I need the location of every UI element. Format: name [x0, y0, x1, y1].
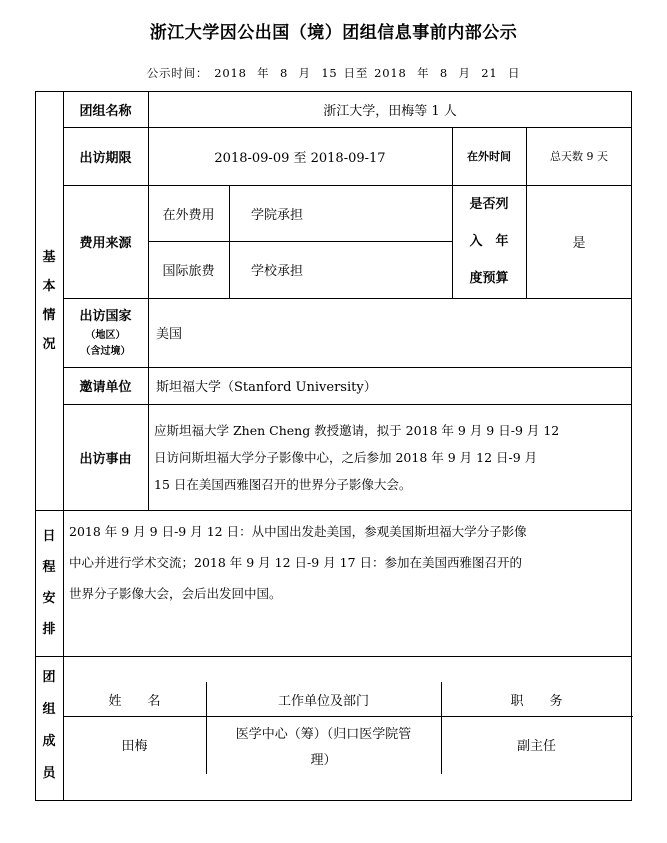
schedule-text	[63, 510, 632, 656]
budget-label-line: 度预算	[469, 271, 509, 286]
group-name-label: 团组名称	[79, 103, 132, 119]
end-year: 2018	[374, 66, 407, 80]
section-char: 情	[42, 308, 56, 323]
reason-line: 15 日在美国西雅图召开的世界分子影像大会。	[154, 476, 412, 492]
country-label-sub: （地区）	[85, 329, 126, 341]
publish-period	[0, 65, 667, 81]
section-char: 本	[42, 279, 56, 294]
member-header-name: 姓 名	[108, 693, 161, 709]
schedule-line: 2018 年 9 月 9 日-9 月 12 日：从中国出发赴美国，参观美国斯坦福大学分子影像	[69, 524, 527, 539]
day-unit: 日	[507, 66, 521, 80]
section-char: 程	[42, 560, 56, 575]
publish-label: 公示时间：	[146, 66, 209, 80]
group-name-value: 浙江大学，田梅等 1 人	[323, 103, 457, 119]
inviter-label: 邀请单位	[79, 380, 132, 395]
member-unit-line: 医学中心（筹）（归口医学院管	[235, 727, 412, 742]
section-char: 日	[42, 529, 56, 544]
section-char: 况	[42, 337, 56, 352]
reason-value	[148, 404, 632, 510]
section-char: 成	[42, 734, 56, 749]
end-month: 8	[439, 66, 448, 80]
start-day: 15	[321, 66, 338, 80]
to-label: 日至	[343, 66, 369, 80]
funding-source-2: 学校承担	[251, 264, 304, 279]
section-char: 团	[42, 670, 56, 685]
abroad-time-value: 总天数 9 天	[550, 150, 608, 163]
section-char: 排	[42, 622, 56, 637]
page-title: 浙江大学因公出国（境）团组信息事前内部公示	[149, 23, 518, 43]
member-header-title: 职 务	[510, 693, 563, 709]
period-label: 出访期限	[79, 150, 132, 166]
month-unit: 月	[298, 66, 311, 80]
funding-type-2: 国际旅费	[162, 264, 215, 279]
section-char: 安	[42, 591, 56, 606]
section-char: 组	[42, 702, 56, 717]
inviter-value: 斯坦福大学（Stanford University）	[156, 380, 377, 395]
country-label	[63, 298, 148, 367]
budget-label-line: 是否列	[469, 197, 509, 212]
start-year: 2018	[214, 66, 247, 80]
members-section-label	[35, 656, 63, 800]
member-title: 副主任	[516, 738, 556, 754]
country-label-main: 出访国家	[79, 308, 132, 324]
funding-source-1: 学院承担	[251, 207, 304, 223]
end-day: 21	[481, 66, 498, 80]
start-month: 8	[279, 66, 289, 80]
budget-value: 是	[572, 236, 586, 251]
funding-label: 费用来源	[79, 236, 132, 251]
section-char: 员	[42, 766, 56, 781]
schedule-section-label	[35, 510, 63, 656]
member-unit-line: 理）	[310, 753, 337, 768]
country-label-sub: （含过境）	[80, 345, 131, 357]
member-name: 田梅	[121, 738, 148, 754]
abroad-time-label: 在外时间	[467, 150, 511, 163]
country-value: 美国	[156, 327, 183, 342]
year-unit: 年	[257, 66, 270, 80]
reason-label: 出访事由	[79, 451, 132, 467]
budget-label-line: 入 年	[469, 234, 509, 249]
member-header-unit: 工作单位及部门	[277, 693, 369, 709]
basic-section-label	[35, 91, 63, 511]
budget-label	[452, 185, 526, 298]
schedule-line: 中心并进行学术交流；2018 年 9 月 12 日-9 月 17 日：参加在美国西雅图召开的	[69, 555, 523, 570]
section-char: 基	[42, 250, 56, 265]
funding-type-1: 在外费用	[162, 207, 215, 223]
year-unit: 年	[417, 66, 430, 80]
schedule-line: 世界分子影像大会，会后出发回中国。	[69, 586, 282, 601]
period-value: 2018-09-09 至 2018-09-17	[214, 150, 386, 166]
reason-line: 日访问斯坦福大学分子影像中心，之后参加 2018 年 9 月 12 日-9 月	[154, 449, 538, 465]
member-unit	[206, 716, 441, 774]
reason-line: 应斯坦福大学 Zhen Cheng 教授邀请，拟于 2018 年 9 月 9 日-9 月 12	[154, 422, 560, 438]
month-unit: 月	[458, 66, 471, 80]
